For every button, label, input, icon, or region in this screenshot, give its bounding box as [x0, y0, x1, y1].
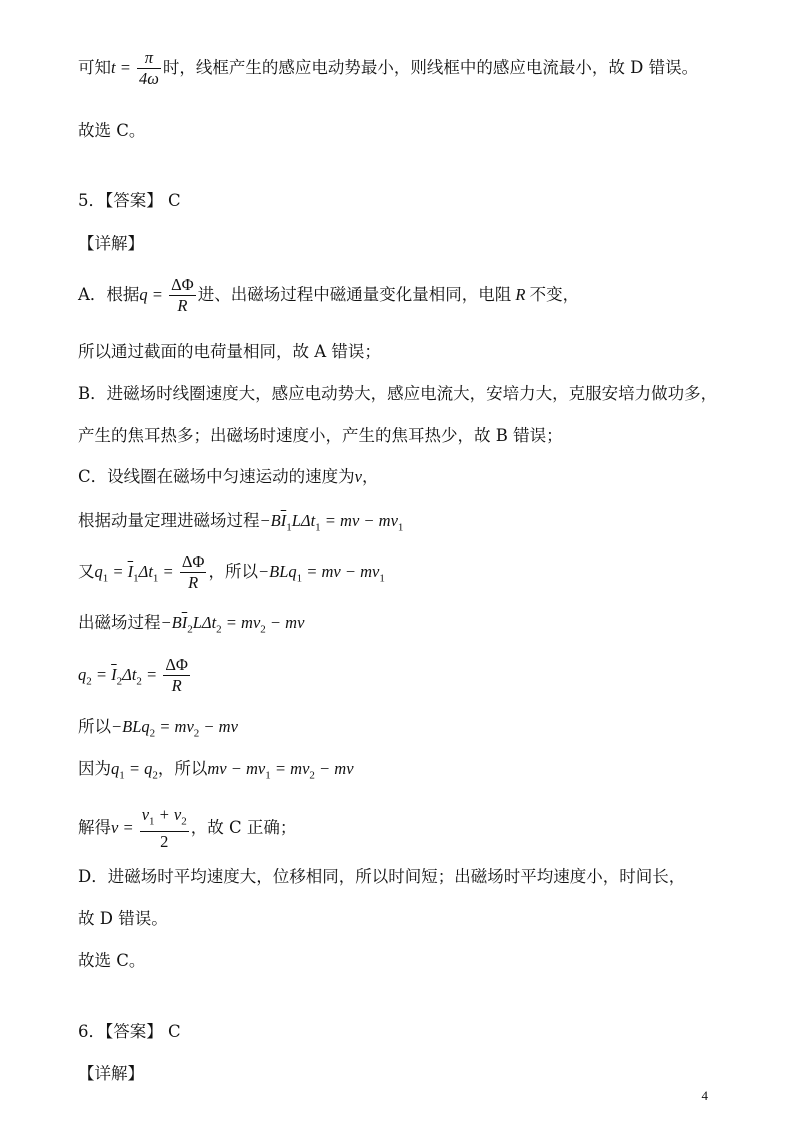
math-blq2: $-BLq_2 = mv_2$ − mv	[111, 717, 238, 740]
line-t-pi-over-4omega	[78, 48, 698, 89]
text-c1: C．设线圈在磁场中匀速运动的速度为	[78, 467, 355, 486]
line-option-b-2: 产生的焦耳热多；出磁场时速度小，产生的焦耳热少，故 B 错误；	[78, 426, 563, 445]
line-choose-c-1: 故选 C。	[78, 121, 146, 140]
fraction-dphi-over-r: $\frac{\Delta\Phi}{R}$	[171, 275, 194, 315]
math-q1: $q_1 = \overline{I}_1\Delta t_1$ =	[94, 562, 178, 585]
line-solve-v	[78, 805, 296, 852]
line-option-a-2: 所以通过截面的电荷量相同，故 A 错误；	[78, 342, 381, 361]
line-option-b-1: B．进磁场时线圈速度大，感应电动势大，感应电流大，安培力大，克服安培力做功多，	[78, 384, 718, 403]
line-q1-equals-q2	[78, 758, 354, 786]
math-v: v	[354, 467, 362, 486]
line-choose-c-2: 故选 C。	[78, 951, 146, 970]
text-c3-mid: ，所以	[208, 562, 258, 581]
text-l1-mid: 时，线框产生的感应电动势最小，则线框中的感应电流最小，故 D 错误。	[162, 58, 699, 77]
math-q1-q2: $q_1 = q_2$	[111, 759, 158, 782]
q5-detail-label: 【详解】	[78, 234, 144, 253]
math-v-equals: v =	[111, 818, 138, 838]
math-mv-equation: mv − $mv_1 = mv_2$ − mv	[207, 759, 354, 782]
line-option-a	[78, 275, 579, 316]
q6-detail-label: 【详解】	[78, 1064, 144, 1083]
text-c3-pre: 又	[78, 562, 95, 581]
line-q2	[78, 655, 192, 696]
text-l1-pre: 可知	[78, 58, 111, 77]
text-c6-pre: 所以	[78, 717, 111, 736]
fraction-dphi-over-r-3: $\frac{\Delta\Phi}{R}$	[165, 655, 188, 695]
fraction-pi-over-4omega: $\frac{\pi}{4\omega}$	[138, 48, 159, 88]
math-q2: $q_2 = \overline{I}_2\Delta t_2$ =	[78, 665, 162, 688]
text-c4-pre: 出磁场过程	[78, 613, 161, 632]
fraction-dphi-over-r-2: $\frac{\Delta\Phi}{R}$	[181, 552, 205, 592]
line-momentum-exit	[78, 612, 304, 640]
math-blq1: −BLq$_1$ = mv − $mv_1$	[257, 562, 385, 585]
line-option-d-1: D．进磁场时平均速度大，位移相同，所以时间短；出磁场时平均速度小，时间长，	[78, 867, 686, 886]
line-option-c-1: C．设线圈在磁场中匀速运动的速度为v，	[78, 467, 379, 486]
page-number: 4	[701, 1088, 708, 1103]
line-blq2	[78, 716, 238, 744]
text-c8-pre: 解得	[78, 818, 111, 838]
math-momentum-enter: $-B\overline{I}_1L\Delta t_1$ = mv − $mv_1$	[259, 511, 404, 534]
text-c8-post: ，故 C 正确；	[190, 818, 297, 838]
math-momentum-exit: $-B\overline{I}_2L\Delta t_2 = mv_2$ − mv	[160, 613, 305, 636]
math-r: R	[511, 285, 530, 304]
q6-answer-heading: 6．【答案】 C	[78, 1022, 181, 1041]
q5-answer-heading: 5．【答案】 C	[78, 191, 181, 210]
text-c7-mid: ，所以	[157, 759, 208, 778]
line-q1	[78, 552, 385, 593]
line-option-d-2: 故 D 错误。	[78, 909, 168, 928]
text-c2-pre: 根据动量定理进磁场过程	[78, 511, 260, 530]
math-q-equals: q =	[139, 285, 168, 304]
math-t-equals: t =	[111, 58, 135, 77]
text-a-pre: A．根据	[78, 285, 140, 304]
line-momentum-enter	[78, 510, 403, 538]
text-a-post: 进、出磁场过程中磁通量变化量相同，电阻	[197, 285, 512, 304]
text-a-tail: 不变，	[529, 285, 580, 304]
fraction-v1-plus-v2-over-2: $\frac{v_1 + v_2}{2}$	[141, 805, 187, 852]
text-c7-pre: 因为	[78, 759, 111, 778]
